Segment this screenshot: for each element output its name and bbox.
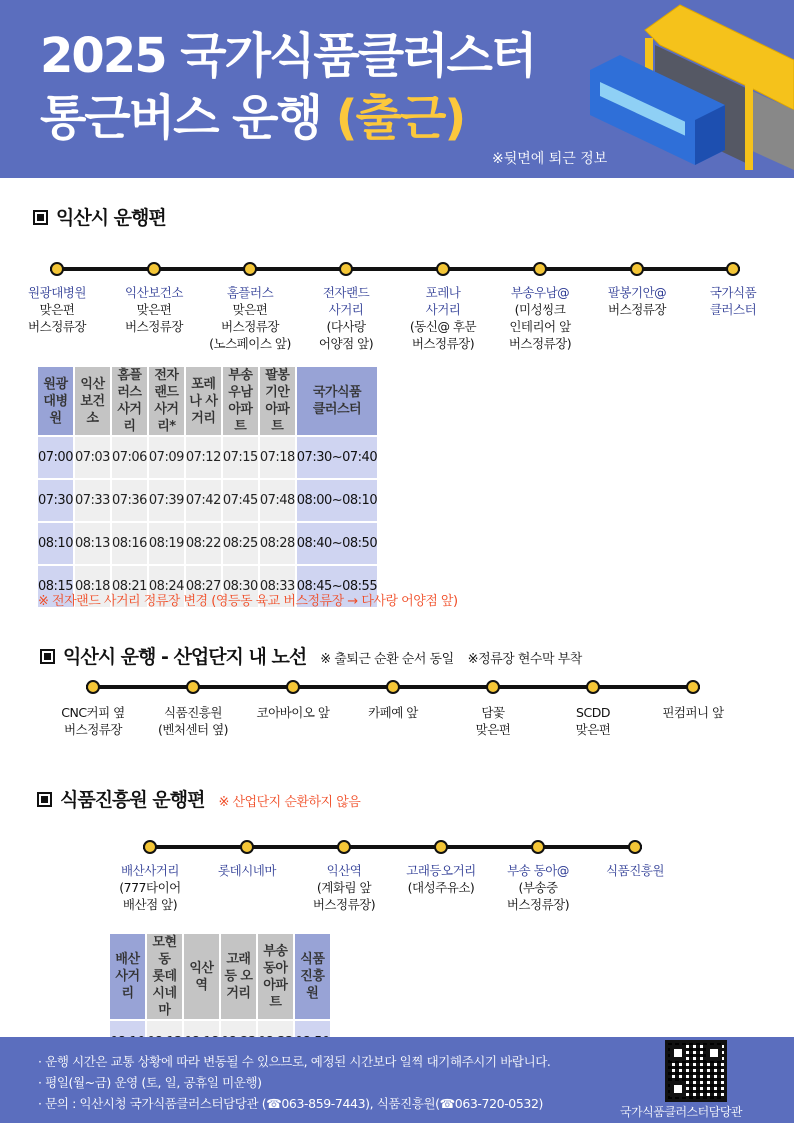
time-cell: 08:18: [74, 565, 111, 608]
time-cell: 07:00: [37, 436, 74, 479]
route-stop: [587, 862, 683, 879]
time-cell: 07:18: [259, 436, 296, 479]
qr-label: 국가식품클러스터담당관: [620, 1105, 743, 1119]
stop-dot-icon: [143, 840, 157, 854]
time-cell: 07:30: [37, 479, 74, 522]
route-stop: [589, 284, 685, 318]
stop-dot-icon: [50, 262, 64, 276]
stop-dot-icon: [240, 840, 254, 854]
route-stop: [685, 284, 781, 318]
route-stop: [645, 704, 741, 721]
route-stop: [490, 862, 586, 913]
stop-dot-icon: [86, 680, 100, 694]
stop-detail: 버스정류장): [506, 897, 570, 912]
time-cell: 07:48: [259, 479, 296, 522]
time-cell: 07:33: [74, 479, 111, 522]
stop-name: 롯데시네마: [218, 863, 276, 878]
header-banner: [0, 0, 794, 178]
route-stop: [445, 704, 541, 738]
time-cell: 07:03: [74, 436, 111, 479]
stop-name: 부송 동아@: [507, 863, 569, 878]
route-stop: [298, 284, 394, 352]
time-cell: 08:16: [111, 522, 148, 565]
stop-name: 식품진흥원: [606, 863, 664, 878]
route-stop: [45, 704, 141, 738]
stop-name: 포레나 사거리: [425, 285, 461, 317]
route-line: [143, 845, 642, 849]
stop-dot-icon: [586, 680, 600, 694]
table-header-cell: 원광대병원: [37, 366, 74, 436]
table-header-row: [37, 366, 378, 436]
stop-name: CNC커피 옆: [61, 705, 125, 720]
section2-title: 익산시 운행 - 산업단지 내 노선 ※ 출퇴근 순환 순서 동일 ※정류장 현수막 부착: [40, 642, 582, 669]
stop-detail: 맞은편: [136, 302, 172, 317]
square-bullet-icon: [40, 649, 55, 664]
table-header-cell: 부송우남 아파트: [222, 366, 259, 436]
time-cell: 07:39: [148, 479, 185, 522]
time-cell: 07:15: [222, 436, 259, 479]
route-stop: [393, 862, 489, 896]
stop-dot-icon: [533, 262, 547, 276]
time-cell: 08:30: [222, 565, 259, 608]
route-stop: [245, 704, 341, 721]
stop-name: SCDD: [576, 705, 610, 720]
stop-name: 부송우남@: [510, 285, 570, 300]
time-cell: 07:45: [222, 479, 259, 522]
stop-name: 익산역: [326, 863, 362, 878]
route-stop: [545, 704, 641, 738]
time-cell: 08:21: [111, 565, 148, 608]
stop-detail: 버스정류장): [411, 336, 475, 351]
stop-name: 익산보건소: [125, 285, 183, 300]
stop-dot-icon: [436, 262, 450, 276]
stop-dot-icon: [186, 680, 200, 694]
stop-dot-icon: [686, 680, 700, 694]
table-header-cell: 고래등 오거리: [220, 933, 257, 1020]
table-row: [37, 479, 378, 522]
stop-detail: 맞은편: [575, 722, 611, 737]
bus-stop-illustration: [585, 0, 794, 170]
stop-detail: (계화림 앞: [316, 880, 372, 895]
stop-detail: (다사랑: [326, 319, 366, 334]
stop-name: 배산사거리: [121, 863, 179, 878]
time-cell: 08:25: [222, 522, 259, 565]
table-header-cell: 부송동아 아파트: [257, 933, 294, 1020]
time-cell: 07:30~07:40: [296, 436, 378, 479]
time-cell: 08:24: [148, 565, 185, 608]
stop-name: 홈플러스: [226, 285, 274, 300]
stop-dot-icon: [337, 840, 351, 854]
stop-dot-icon: [339, 262, 353, 276]
stop-dot-icon: [286, 680, 300, 694]
stop-dot-icon: [243, 262, 257, 276]
time-cell: 08:27: [185, 565, 222, 608]
section1-title: 익산시 운행편: [33, 203, 166, 230]
route-stop: [296, 862, 392, 913]
stop-name: 카페예 앞: [368, 705, 418, 720]
section2-note2: ※정류장 현수막 부착: [467, 652, 582, 667]
stop-detail: 버스정류장: [221, 319, 279, 334]
table-header-cell: 포레나 사거리: [185, 366, 222, 436]
stop-name: 원광대병원: [28, 285, 86, 300]
stop-detail: 맞은편: [39, 302, 75, 317]
stop-detail: 버스정류장: [28, 319, 86, 334]
stop-detail: 버스정류장: [608, 302, 666, 317]
stop-detail: 인테리어 앞: [509, 319, 571, 334]
route-stop: [145, 704, 241, 738]
route-stop: [9, 284, 105, 335]
stop-name: 담꽃: [481, 705, 505, 720]
title-line-1: 2025 국가식품클러스터: [40, 28, 536, 84]
square-bullet-icon: [37, 792, 52, 807]
stop-name: 국가식품 클러스터: [709, 285, 757, 317]
stop-dot-icon: [628, 840, 642, 854]
stop-dot-icon: [147, 262, 161, 276]
stop-name: 코아바이오 앞: [256, 705, 330, 720]
stop-detail: 버스정류장): [508, 336, 572, 351]
time-cell: 08:28: [259, 522, 296, 565]
stop-name: 고래등오거리: [406, 863, 476, 878]
table-header-row: [109, 933, 331, 1020]
footer-line: · 운행 시간은 교통 상황에 따라 변동될 수 있으므로, 예정된 시간보다 일찍 대기해주시기 바랍니다.: [38, 1054, 551, 1069]
time-cell: 08:13: [74, 522, 111, 565]
table-header-cell: 국가식품 클러스터: [296, 366, 378, 436]
route-stop: [202, 284, 298, 352]
stop-dot-icon: [486, 680, 500, 694]
route-stop: [199, 862, 295, 879]
stop-detail: 배산점 앞): [122, 897, 178, 912]
time-cell: 08:22: [185, 522, 222, 565]
stop-name: 전자랜드 사거리: [322, 285, 370, 317]
route-stop: [492, 284, 588, 352]
table-header-cell: 홈플러스 사거리: [111, 366, 148, 436]
stop-detail: 맞은편: [475, 722, 511, 737]
time-cell: 07:36: [111, 479, 148, 522]
time-cell: 08:00~08:10: [296, 479, 378, 522]
route-stop: [102, 862, 198, 913]
time-cell: 07:09: [148, 436, 185, 479]
section1-timetable: [36, 365, 379, 609]
footer-line: · 문의 : 익산시청 국가식품클러스터담당관 (☎063-859-7443), 식품진흥원(☎063-720-0532): [38, 1096, 543, 1111]
section3-title: 식품진흥원 운행편 ※ 산업단지 순환하지 않음: [37, 785, 360, 812]
table-header-cell: 팔봉기안 아파트: [259, 366, 296, 436]
title-line-2: [40, 90, 464, 146]
time-cell: 08:45~08:55: [296, 565, 378, 608]
table-header-cell: 익산역: [183, 933, 220, 1020]
stop-dot-icon: [630, 262, 644, 276]
stop-detail: (대성주유소): [407, 880, 475, 895]
table-header-cell: 배산사거리: [109, 933, 146, 1020]
stop-detail: 버스정류장: [64, 722, 122, 737]
time-cell: 08:15: [37, 565, 74, 608]
stop-dot-icon: [726, 262, 740, 276]
stop-detail: 어양점 앞): [318, 336, 374, 351]
stop-dot-icon: [531, 840, 545, 854]
stop-detail: 버스정류장): [312, 897, 376, 912]
time-cell: 08:19: [148, 522, 185, 565]
stop-name: 팔봉기안@: [607, 285, 667, 300]
time-cell: 08:10: [37, 522, 74, 565]
table-row: [37, 522, 378, 565]
stop-detail: 맞은편: [232, 302, 268, 317]
table-header-cell: 익산보건소: [74, 366, 111, 436]
time-cell: 08:33: [259, 565, 296, 608]
table-header-cell: 식품진흥원: [294, 933, 331, 1020]
stop-name: 핀컴퍼니 앞: [662, 705, 724, 720]
stop-detail: (노스페이스 앞): [209, 336, 291, 351]
section3-note: ※ 산업단지 순환하지 않음: [218, 795, 361, 810]
title-highlight: (출근): [335, 90, 465, 146]
back-side-note: ※뒷면에 퇴근 정보: [492, 151, 608, 167]
stop-detail: (동신@ 후문: [409, 319, 477, 334]
stop-dot-icon: [386, 680, 400, 694]
stop-detail: (777타이어: [119, 880, 181, 895]
square-bullet-icon: [33, 210, 48, 225]
qr-code[interactable]: [665, 1040, 727, 1102]
table-header-cell: 모현동 롯데시네마: [146, 933, 183, 1020]
stop-detail: (미성씽크: [514, 302, 566, 317]
time-cell: 07:06: [111, 436, 148, 479]
stop-detail: 버스정류장: [125, 319, 183, 334]
route-stop: [345, 704, 441, 721]
route-stop: [395, 284, 491, 352]
time-cell: 07:42: [185, 479, 222, 522]
stop-name: 식품진흥원: [164, 705, 222, 720]
section2-note1: ※ 출퇴근 순환 순서 동일: [320, 652, 454, 667]
stop-dot-icon: [434, 840, 448, 854]
time-cell: 08:40~08:50: [296, 522, 378, 565]
table-row: [37, 436, 378, 479]
table-header-cell: 전자랜드 사거리*: [148, 366, 185, 436]
route-stop: [106, 284, 202, 335]
footer-line: · 평일(월~금) 운영 (토, 일, 공휴일 미운행): [38, 1075, 262, 1090]
title-main: 통근버스 운행: [40, 90, 336, 146]
stop-detail: (부송중: [518, 880, 558, 895]
time-cell: 07:12: [185, 436, 222, 479]
section1-note: ※ 전자랜드 사거리 정류장 변경 (영등동 육교 버스정류장 → 다사랑 어양점 앞): [38, 594, 458, 609]
stop-detail: (벤처센터 옆): [157, 722, 229, 737]
